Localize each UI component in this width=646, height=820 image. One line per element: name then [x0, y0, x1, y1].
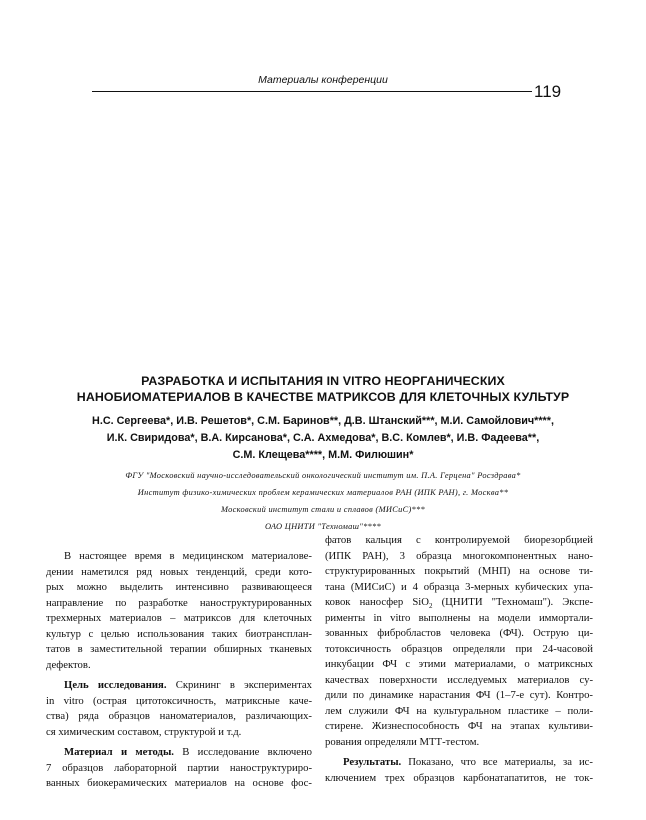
- author-line: Н.С. Сергеева*, И.В. Решетов*, С.М. Баринов**, Д.В. Штанский***, М.И. Самойлович****,: [92, 415, 554, 427]
- title-line: РАЗРАБОТКА И ИСПЫТАНИЯ IN VITRO НЕОРГАНИЧЕСКИХ: [141, 374, 505, 388]
- text-line: дили по динамике нарастания ФЧ (1–7-е сут). Контро-: [325, 689, 593, 701]
- text-line: направление по разработке наноструктурированных: [46, 596, 312, 609]
- formula-base: SiO: [412, 596, 429, 608]
- text-line: стирене. Жизнеспособность ФЧ на этапах культиви-: [325, 720, 593, 732]
- text-line: 7 образцов лабораторной партии наноструктуриро-: [46, 761, 312, 774]
- text-line: (ИПК РАН), 3 образца многокомпонентных нано-: [325, 549, 593, 562]
- left-column: [46, 549, 312, 792]
- author-list: [60, 413, 586, 464]
- article-title: [60, 373, 586, 405]
- affiliations: [60, 467, 586, 535]
- text-line: дефектов.: [46, 658, 91, 671]
- aim-text: Скрининг в экспериментах: [166, 679, 312, 691]
- formula-subscript: 2: [429, 602, 433, 611]
- text-line: дении наметился ряд новых тенденций, среди кото-: [46, 565, 312, 578]
- text-line: рименты in vitro выполнены на модели иммортали-: [325, 611, 593, 624]
- aim-paragraph: [46, 678, 312, 740]
- text-line: [46, 678, 312, 694]
- text-line: трехмерных материалов – матриксов для клеточных: [46, 612, 312, 624]
- author-line: И.К. Свиридова*, В.А. Кирсанова*, С.А. Ахмедова*, В.С. Комлев*, И.В. Фадеева**,: [106, 432, 540, 444]
- text-line: инкубации ФЧ с этими материалами, о матриксных: [325, 658, 593, 670]
- text-line: татов в заместительной терапии обширных тканевых: [46, 643, 312, 655]
- text-line: ства) ряда образцов наноматериалов, различающих-: [46, 710, 312, 722]
- text-line: рования определяли МТТ-тестом.: [325, 735, 480, 748]
- affiliation-line: Московский институт стали и сплавов (МИСиС)***: [220, 505, 426, 514]
- text-line: В настоящее время в медицинском материалове-: [64, 550, 312, 562]
- text-line: фатов кальция с контролируемой биорезорбцией: [325, 534, 593, 546]
- text-line: культур с целью использования таких биотрансплан-: [46, 627, 312, 640]
- text-line: in vitro (острая цитотоксичность, матриксные каче-: [46, 694, 312, 707]
- running-head: Материалы конференции: [258, 74, 388, 86]
- methods-heading: Материал и методы.: [64, 746, 174, 758]
- text-line: ключением трех образцов карбонатапатитов, не ток-: [325, 771, 593, 784]
- text-line: ванных биокерамических материалов на основе фос-: [46, 777, 312, 789]
- text-line: рых можно выделить интенсивно развивающееся: [46, 581, 312, 593]
- text-line: тотоксичность образцов определяли при 24-часовой: [325, 642, 593, 655]
- formula-sio2: [412, 596, 433, 611]
- text-line: [325, 595, 593, 611]
- text-fragment: ковок наносфер: [325, 596, 404, 608]
- text-fragment: (ЦНИТИ "Техномаш"). Экспе-: [432, 596, 593, 608]
- text-line: ся химическим составом, структурой и т.д.: [46, 725, 242, 738]
- aim-heading: Цель исследования.: [64, 679, 167, 691]
- text-line: качествах поверхности исследуемых материалов су-: [325, 673, 593, 686]
- affiliation-line: ОАО ЦНИТИ "Техномаш"****: [264, 522, 382, 531]
- title-line: НАНОБИОМАТЕРИАЛОВ В КАЧЕСТВЕ МАТРИКСОВ ДЛЯ КЛЕТОЧНЫХ КУЛЬТУР: [76, 390, 570, 404]
- methods-paragraph: [46, 745, 312, 792]
- affiliation-line: ФГУ "Московский научно-исследовательский онкологический институт им. П.А. Герцена" Росздрава*: [125, 471, 521, 480]
- affiliation-line: Институт физико-химических проблем керамических материалов РАН (ИПК РАН), г. Москва**: [137, 488, 509, 497]
- intro-paragraph: [46, 549, 312, 673]
- results-paragraph: [325, 755, 593, 786]
- text-line: лем служили ФЧ на культуральном пластике – поли-: [325, 704, 593, 717]
- author-line: С.М. Клещева****, М.М. Филюшин*: [232, 449, 414, 461]
- header-rule: [92, 91, 532, 92]
- text-line: тана (МИСиС) и 4 образца 3-мерных кубических упа-: [325, 580, 593, 593]
- results-heading: Результаты.: [343, 756, 402, 768]
- right-column: [325, 533, 593, 786]
- methods-continued: [325, 533, 593, 750]
- text-line: [46, 745, 312, 761]
- text-line: [325, 755, 593, 771]
- methods-text: В исследование включено: [173, 746, 313, 758]
- text-line: зованных фибробластов человека (ФЧ). Острую ци-: [325, 627, 593, 639]
- text-line: структурированных покрытий (МНП) на основе ти-: [325, 565, 593, 577]
- page-number: 119: [534, 82, 562, 101]
- results-text: Показано, что все материалы, за ис-: [401, 756, 593, 768]
